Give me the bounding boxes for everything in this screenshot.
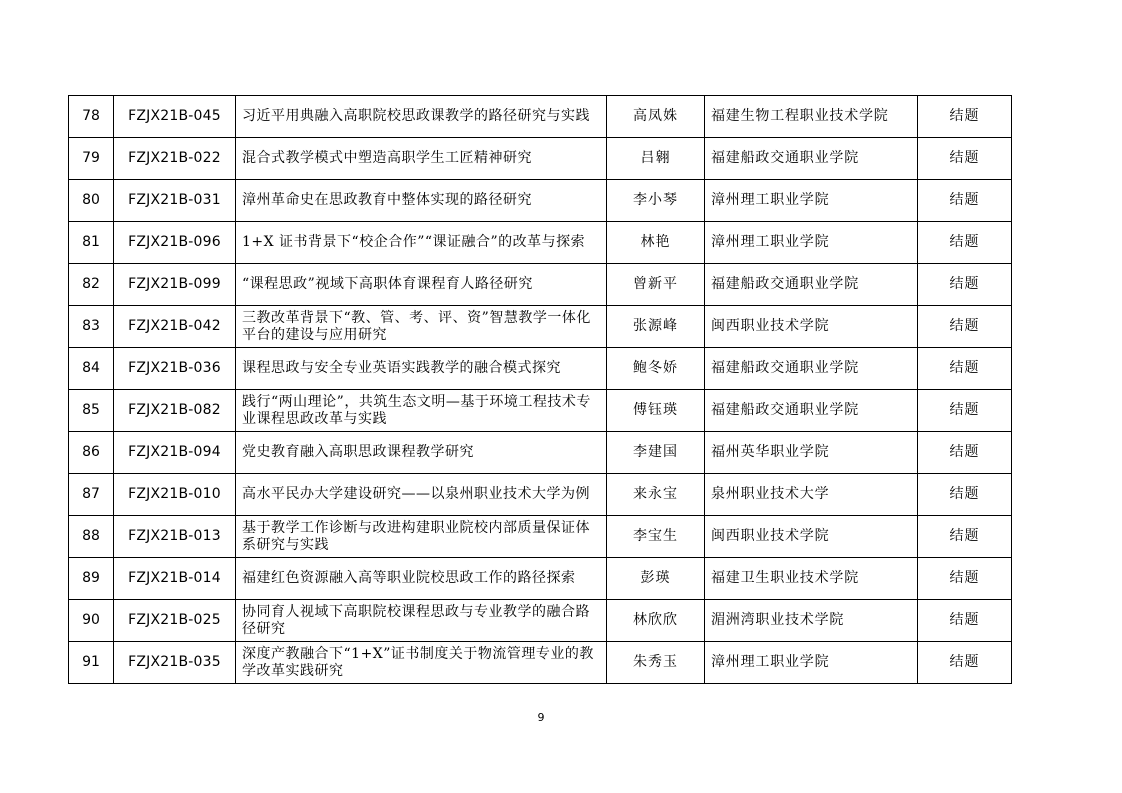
- project-leader: 曾新平: [607, 264, 705, 306]
- project-code: FZJX21B-042: [114, 306, 236, 348]
- institution: 福建船政交通职业学院: [705, 264, 918, 306]
- institution: 泉州职业技术大学: [705, 474, 918, 516]
- project-code: FZJX21B-014: [114, 558, 236, 600]
- institution: 福建船政交通职业学院: [705, 390, 918, 432]
- project-status: 结题: [918, 96, 1012, 138]
- row-number: 78: [69, 96, 114, 138]
- table-row: [69, 474, 1012, 516]
- project-title: 党史教育融入高职思政课程教学研究: [236, 432, 607, 474]
- table-row: [69, 600, 1012, 642]
- project-title: 基于教学工作诊断与改进构建职业院校内部质量保证体系研究与实践: [236, 516, 607, 558]
- project-title: 课程思政与安全专业英语实践教学的融合模式探究: [236, 348, 607, 390]
- project-table: [68, 95, 1012, 684]
- row-number: 82: [69, 264, 114, 306]
- row-number: 83: [69, 306, 114, 348]
- project-code: FZJX21B-036: [114, 348, 236, 390]
- row-number: 88: [69, 516, 114, 558]
- project-title: 三教改革背景下“教、管、考、评、资”智慧教学一体化平台的建设与应用研究: [236, 306, 607, 348]
- project-status: 结题: [918, 222, 1012, 264]
- row-number: 80: [69, 180, 114, 222]
- project-code: FZJX21B-022: [114, 138, 236, 180]
- institution: 闽西职业技术学院: [705, 516, 918, 558]
- project-status: 结题: [918, 516, 1012, 558]
- project-leader: 来永宝: [607, 474, 705, 516]
- project-status: 结题: [918, 138, 1012, 180]
- institution: 漳州理工职业学院: [705, 222, 918, 264]
- table-row: [69, 642, 1012, 684]
- project-leader: 傅钰瑛: [607, 390, 705, 432]
- project-leader: 林欣欣: [607, 600, 705, 642]
- project-status: 结题: [918, 348, 1012, 390]
- institution: 闽西职业技术学院: [705, 306, 918, 348]
- row-number: 91: [69, 642, 114, 684]
- table-row: [69, 96, 1012, 138]
- project-status: 结题: [918, 180, 1012, 222]
- project-leader: 李宝生: [607, 516, 705, 558]
- institution: 福建船政交通职业学院: [705, 138, 918, 180]
- row-number: 81: [69, 222, 114, 264]
- table-row: [69, 264, 1012, 306]
- table-row: [69, 222, 1012, 264]
- project-status: 结题: [918, 432, 1012, 474]
- institution: 漳州理工职业学院: [705, 642, 918, 684]
- project-status: 结题: [918, 474, 1012, 516]
- table-row: [69, 432, 1012, 474]
- project-title: 漳州革命史在思政教育中整体实现的路径研究: [236, 180, 607, 222]
- table-row: [69, 390, 1012, 432]
- project-title: 1+X 证书背景下“校企合作”“课证融合”的改革与探索: [236, 222, 607, 264]
- project-status: 结题: [918, 264, 1012, 306]
- institution: 漳州理工职业学院: [705, 180, 918, 222]
- row-number: 90: [69, 600, 114, 642]
- project-title: 习近平用典融入高职院校思政课教学的路径研究与实践: [236, 96, 607, 138]
- institution: 福州英华职业学院: [705, 432, 918, 474]
- table-row: [69, 348, 1012, 390]
- project-title: 高水平民办大学建设研究——以泉州职业技术大学为例: [236, 474, 607, 516]
- project-title: 践行“两山理论”，共筑生态文明—基于环境工程技术专业课程思政改革与实践: [236, 390, 607, 432]
- table-row: [69, 180, 1012, 222]
- table-row: [69, 516, 1012, 558]
- row-number: 87: [69, 474, 114, 516]
- project-leader: 李小琴: [607, 180, 705, 222]
- project-leader: 吕翱: [607, 138, 705, 180]
- project-leader: 李建国: [607, 432, 705, 474]
- project-code: FZJX21B-082: [114, 390, 236, 432]
- table-row: [69, 306, 1012, 348]
- project-code: FZJX21B-031: [114, 180, 236, 222]
- project-leader: 高凤姝: [607, 96, 705, 138]
- table-row: [69, 558, 1012, 600]
- project-code: FZJX21B-025: [114, 600, 236, 642]
- project-leader: 彭瑛: [607, 558, 705, 600]
- page-number: 9: [537, 711, 545, 724]
- project-title: 福建红色资源融入高等职业院校思政工作的路径探索: [236, 558, 607, 600]
- project-status: 结题: [918, 600, 1012, 642]
- project-status: 结题: [918, 642, 1012, 684]
- project-title: “课程思政”视域下高职体育课程育人路径研究: [236, 264, 607, 306]
- project-code: FZJX21B-045: [114, 96, 236, 138]
- project-title: 混合式教学模式中塑造高职学生工匠精神研究: [236, 138, 607, 180]
- institution: 湄洲湾职业技术学院: [705, 600, 918, 642]
- project-status: 结题: [918, 390, 1012, 432]
- row-number: 79: [69, 138, 114, 180]
- row-number: 89: [69, 558, 114, 600]
- institution: 福建船政交通职业学院: [705, 348, 918, 390]
- project-table-body: [69, 96, 1012, 684]
- project-leader: 张源峰: [607, 306, 705, 348]
- project-code: FZJX21B-010: [114, 474, 236, 516]
- institution: 福建生物工程职业技术学院: [705, 96, 918, 138]
- row-number: 84: [69, 348, 114, 390]
- project-status: 结题: [918, 558, 1012, 600]
- project-code: FZJX21B-096: [114, 222, 236, 264]
- project-code: FZJX21B-099: [114, 264, 236, 306]
- project-code: FZJX21B-013: [114, 516, 236, 558]
- project-code: FZJX21B-094: [114, 432, 236, 474]
- table-row: [69, 138, 1012, 180]
- row-number: 85: [69, 390, 114, 432]
- project-title: 协同育人视域下高职院校课程思政与专业教学的融合路径研究: [236, 600, 607, 642]
- project-status: 结题: [918, 306, 1012, 348]
- project-leader: 鲍冬娇: [607, 348, 705, 390]
- project-leader: 朱秀玉: [607, 642, 705, 684]
- institution: 福建卫生职业技术学院: [705, 558, 918, 600]
- project-leader: 林艳: [607, 222, 705, 264]
- project-title: 深度产教融合下“1+X”证书制度关于物流管理专业的教学改革实践研究: [236, 642, 607, 684]
- project-code: FZJX21B-035: [114, 642, 236, 684]
- row-number: 86: [69, 432, 114, 474]
